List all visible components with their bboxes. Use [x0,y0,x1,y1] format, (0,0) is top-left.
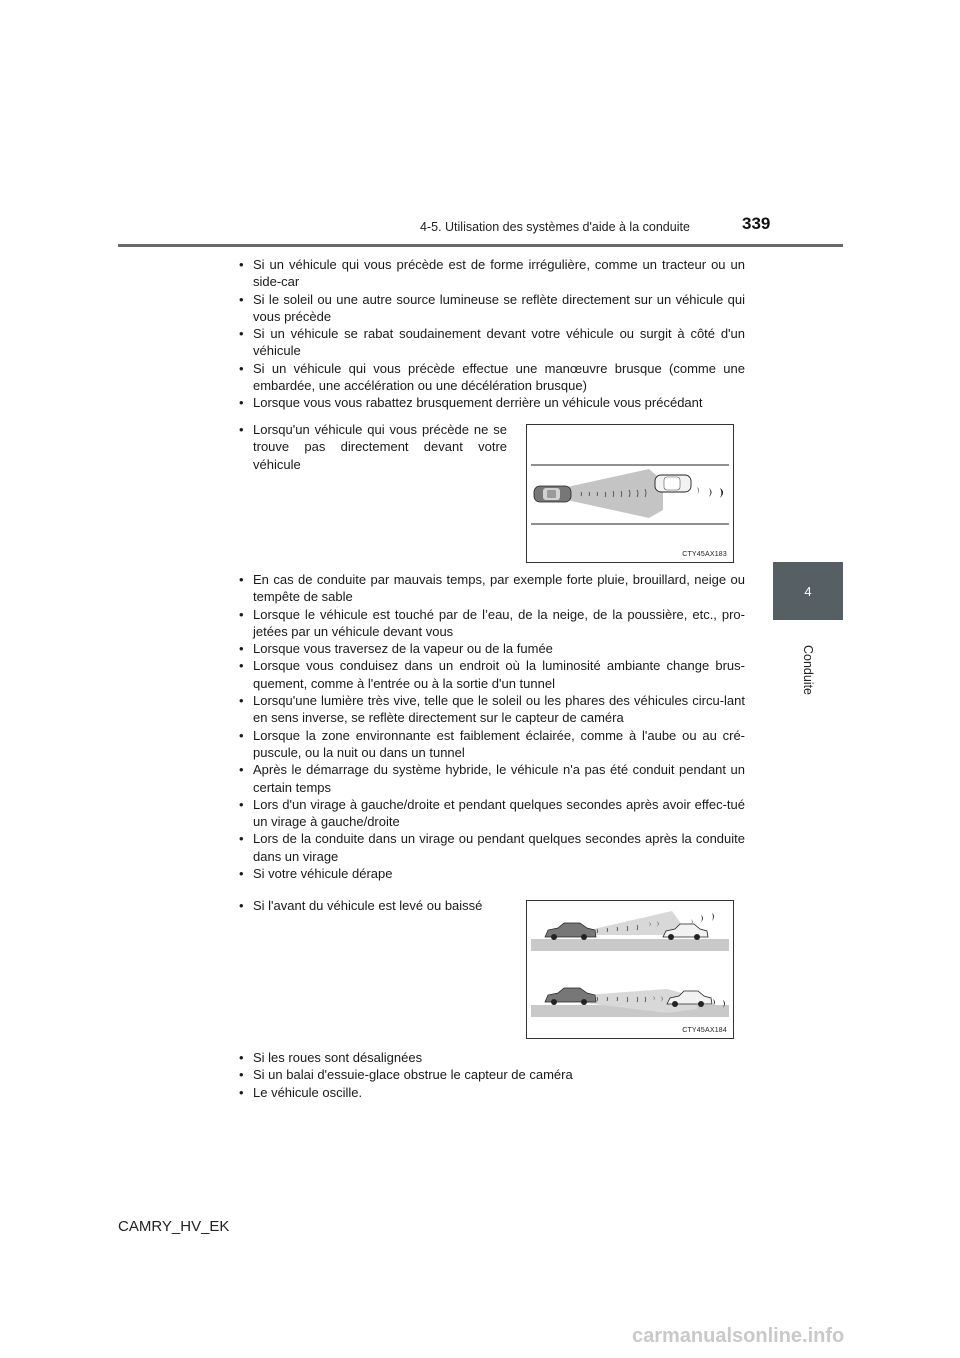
list-item: • Si un véhicule se rabat soudainement devant votre véhicule ou surgit à côté d'un véhicule [236,325,745,360]
list-item: • Si le soleil ou une autre source lumineuse se reflète directement sur un véhicule qui vous précède [236,291,745,326]
bullet-list-5 [236,1049,745,1101]
watermark: carmanualsonline.info [632,1325,845,1347]
list-item: • Lors d'un virage à gauche/droite et pendant quelques secondes après avoir effec-tué un virage à gauche/droite [236,796,745,831]
list-item: • Lorsqu'un véhicule qui vous précède ne se trouve pas directement devant votre véhicule [236,421,507,473]
list-item: • Le véhicule oscille. [236,1084,745,1101]
bullet-list-4 [236,897,507,914]
list-item: • Si un véhicule qui vous précède est de forme irrégulière, comme un tracteur ou un side-car [236,256,745,291]
model-code: CAMRY_HV_EK [118,1218,230,1235]
chapter-label-container [780,640,836,700]
list-item: • Si un véhicule qui vous précède effectue une manœuvre brusque (comme une embardée, une accélération ou une décélération brusque) [236,360,745,395]
list-item: • Lorsqu'une lumière très vive, telle que le soleil ou les phares des véhicules circu-lant en sens inverse, se reflète directement sur le capteur de caméra [236,692,745,727]
list-item: • Si un balai d'essuie-glace obstrue le capteur de caméra [236,1066,745,1083]
list-item: • Si votre véhicule dérape [236,865,745,882]
chapter-tab [773,562,843,620]
list-item: • Lorsque vous vous rabattez brusquement derrière un véhicule vous précédant [236,394,745,411]
list-item: • Lorsque le véhicule est touché par de l’eau, de la neige, de la poussière, etc., pro-jetées par un véhicule devant vous [236,606,745,641]
list-item: • Lorsque la zone environnante est faiblement éclairée, comme à l'aube ou au cré-puscule, ou la nuit ou dans un tunnel [236,727,745,762]
header-divider [118,244,843,247]
list-item: • Après le démarrage du système hybride, le véhicule n'a pas été conduit pendant un certain temps [236,761,745,796]
list-item: • En cas de conduite par mauvais temps, par exemple forte pluie, brouillard, neige ou tempête de sable [236,571,745,606]
page-number: 339 [742,214,771,233]
vehicle-offset-illustration [527,425,733,562]
figure-vehicle-offset [526,424,734,563]
bullet-list-3 [236,571,745,882]
bullet-list-1 [236,256,745,412]
vehicle-pitch-illustration [527,901,733,1038]
section-title: 4-5. Utilisation des systèmes d'aide à la conduite [420,220,690,234]
bullet-list-2 [236,421,507,473]
list-item: • Si les roues sont désalignées [236,1049,745,1066]
list-item: • Lorsque vous conduisez dans un endroit où la luminosité ambiante change brus-quement, comme à l'entrée ou à la sortie d'un tunnel [236,657,745,692]
chapter-number: 4 [804,583,812,599]
list-item: • Si l'avant du véhicule est levé ou baissé [236,897,507,914]
figure-code: CTY45AX183 [682,551,727,558]
figure-vehicle-pitch [526,900,734,1039]
list-item: • Lors de la conduite dans un virage ou pendant quelques secondes après la conduite dans un virage [236,830,745,865]
list-item: • Lorsque vous traversez de la vapeur ou de la fumée [236,640,745,657]
figure-code: CTY45AX184 [682,1027,727,1034]
chapter-label: Conduite [800,644,815,696]
